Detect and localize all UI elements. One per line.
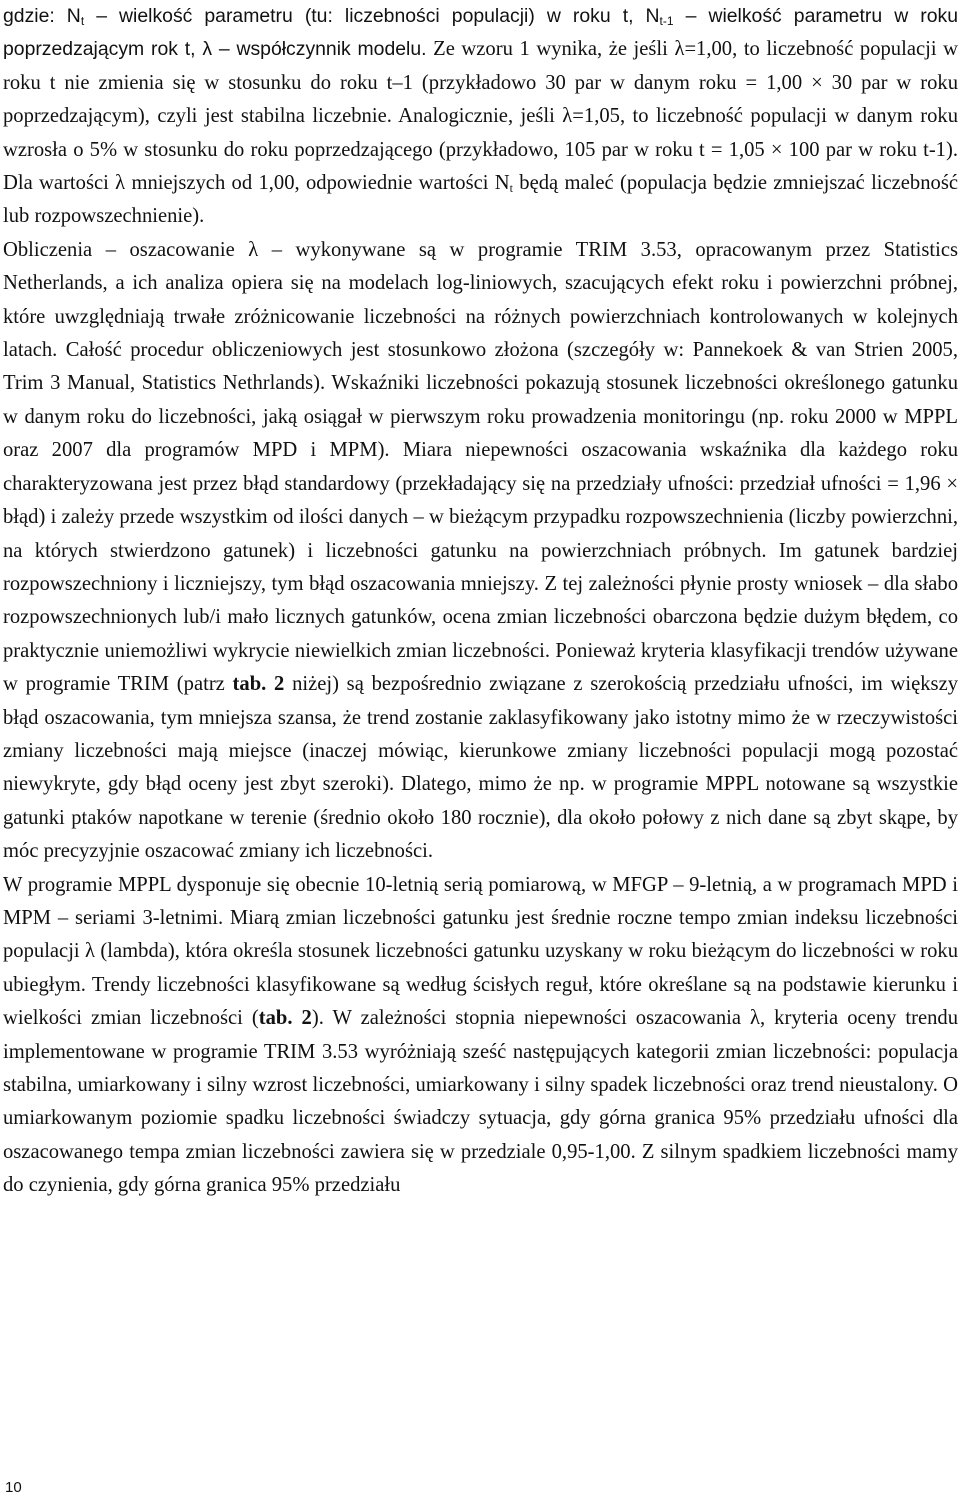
page-number: 10 [5, 1479, 22, 1496]
document-page [3, 0, 958, 1203]
text-run: – wielkość parametru (tu: liczebności populacji) w roku t, N [84, 5, 660, 27]
text-run: W programie MPPL dysponuje się obecnie 10-letnią serią pomiarową, w MFGP – 9-letnią, a w programach MPD i MPM – seriami 3-letnimi. Miarą zmian liczebności gatunku jest średnie roczne tempo zmian indeksu liczebności populacji λ (lambda), która określa stosunek liczebności gatunku uzyskany w roku bieżącym do liczebności w roku ubiegłym. Trendy liczebności klasyfikowane są według ścisłych reguł, które określane są na podstawie kierunku i wielkości zmian liczebności ( [3, 873, 958, 1030]
subscript: t [80, 14, 85, 28]
text-run: – wielkość parametru w roku poprzedzającym rok t, λ – współczynnik modelu. [3, 5, 958, 61]
text-run: niżej) są bezpośrednio związane z szerokością przedziału ufności, im większy błąd oszacowania, tym mniejsza szansa, że trend zostanie zaklasyfikowany jako istotny mimo że w rzeczywistości zmiany liczebności mają miejsce (inaczej mówiąc, kierunkowe zmiany liczebności populacji mogą pozostać niewykryte, gdy błąd oceny jest zbyt szeroki). Dlatego, mimo że np. w programie MPPL notowane są wszystkie gatunki ptaków napotkane w terenie (średnio około 180 rocznie), dla około połowy z nich dane są zbyt skąpe, by móc precyzyjnie oszacować zmiany ich liczebności. [3, 673, 959, 863]
table-reference: tab. 2 [258, 1007, 312, 1030]
text-run: gdzie: N [3, 5, 81, 27]
text-run: Dla wartości λ mniejszych od 1,00, odpowiednie wartości N [3, 172, 510, 195]
paragraph-formula-explanation [3, 0, 958, 234]
subscript: t-1 [659, 14, 674, 28]
paragraph-calculations [3, 234, 958, 869]
paragraph-trend-classification [3, 869, 958, 1203]
text-run: Ze wzoru 1 wynika, że jeśli λ=1,00, to liczebność populacji w roku t nie zmienia się w stosunku do roku t–1 (przykładowo 30 par w danym roku = 1,00 × 30 par w roku poprzedzającym), czyli jest stabilna liczebnie. Analogicznie, jeśli λ=1,05, to liczebność populacji w danym roku wzrosła o 5% w stosunku do roku poprzedzającego (przykładowo, 105 par w roku t = 1,05 × 100 par w roku t-1). [3, 38, 959, 161]
text-run: Obliczenia – oszacowanie λ – wykonywane są w programie TRIM 3.53, opracowanym przez Statistics Netherlands, a ich analiza opiera się na modelach log-liniowych, szacujących efekt roku i powierzchni próbnej, które uwzględniają trwałe zróżnicowanie liczebności na różnych powierzchniach kontrolowanych w kolejnych latach. Całość procedur obliczeniowych jest stosunkowo złożona (szczegóły w: Pannekoek & van Strien 2005, Trim 3 Manual, Statistics Nethrlands). Wskaźniki liczebności pokazują stosunek liczebności określonego gatunku w danym roku do liczebności, jaką osiągał w pierwszym roku prowadzenia monitoringu (np. roku 2000 w MPPL oraz 2007 dla programów MPD i MPM). Miara niepewności oszacowania wskaźnika dla każdego roku charakteryzowana jest przez błąd standardowy (przekładający się na przedziały ufności: przedział ufności = 1,96 × błąd) i zależy przede wszystkim od ilości danych – w bieżącym przypadku rozpowszechnienia (liczby powierzchni, na których stwierdzono gatunek) i liczebności gatunku na powierzchniach próbnych. Im gatunek bardziej rozpowszechniony i liczniejszy, tym błąd oszacowania mniejszy. Z tej zależności płynie prosty wniosek – dla słabo rozpowszechnionych lub/i mało licznych gatunków, ocena zmian liczebności obarczona będzie dużym błędem, co praktycznie uniemożliwi wykrycie niewielkich zmian liczebności. Ponieważ kryteria klasyfikacji trendów używane w programie TRIM (patrz [3, 238, 958, 696]
text-run: ). W zależności stopnia niepewności oszacowania λ, kryteria oceny trendu implementowane w programie TRIM 3.53 wyróżniają sześć następujących kategorii zmian liczebności: populacja stabilna, umiarkowany i silny wzrost liczebności, umiarkowany i silny spadek liczebności oraz trend nieustalony. O umiarkowanym poziomie spadku liczebności świadczy sytuacja, gdy górna granica 95% przedziału ufności dla oszacowanego tempa zmian liczebności zawiera się w przedziale 0,95-1,00. Z silnym spadkiem liczebności mamy do czynienia, gdy górna granica 95% przedziału [3, 1007, 959, 1197]
text-run: będą maleć (populacja będzie zmniejszać liczebność lub rozpowszechnienie). [3, 172, 958, 228]
table-reference: tab. 2 [232, 673, 285, 696]
subscript: t [509, 181, 513, 196]
